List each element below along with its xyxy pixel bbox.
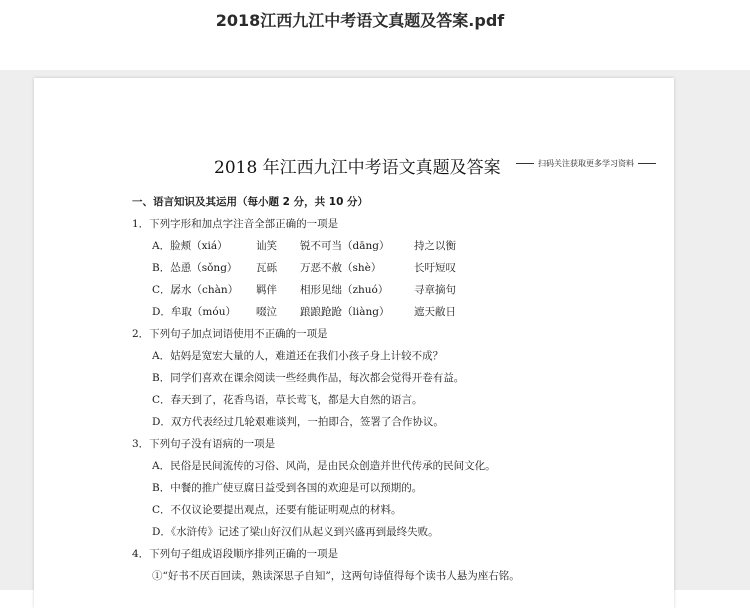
q3-option-a: A．民俗是民间流传的习俗、风尚，是由民众创造并世代传承的民间文化。: [152, 460, 496, 472]
q3-option-b: B．中餐的推广使豆腐日益受到各国的欢迎是可以预期的。: [152, 482, 423, 494]
q2-option-d: D．双方代表经过几轮艰难谈判，一拍即合，签署了合作协议。: [152, 416, 444, 428]
q3-option-d: D．《水浒传》记述了梁山好汉们从起义到兴盛再到最终失败。: [152, 526, 439, 538]
q2-option-b: B．同学们喜欢在课余阅读一些经典作品，每次都会觉得开卷有益。: [152, 372, 465, 384]
q3-option-c: C．不仅议论要提出观点，还要有能证明观点的材料。: [152, 504, 402, 516]
q1-row-a-col1: A．脸颊（xiá）: [152, 240, 228, 252]
q1-row-c-col1: C．孱水（chàn）: [152, 284, 239, 296]
pdf-page: [34, 78, 674, 608]
q1-row-b-col4: 长吁短叹: [414, 262, 456, 274]
q1-row-b-col3: 万恶不赦（shè）: [300, 262, 382, 274]
q1-row-b-col2: 瓦砾: [256, 262, 277, 274]
q1-row-a-col3: 锐不可当（dāng）: [300, 240, 390, 252]
question-2-stem: 2．下列句子加点词语使用不正确的一项是: [132, 328, 328, 340]
qr-note-text: 扫码关注获取更多学习资料: [538, 159, 634, 168]
question-3-stem: 3．下列句子没有语病的一项是: [132, 438, 276, 450]
q1-row-d-col1: D．牟取（móu）: [152, 306, 236, 318]
dash-right: [638, 163, 656, 164]
dash-left: [516, 163, 534, 164]
pdf-viewer[interactable]: [0, 70, 750, 590]
q1-row-d-col2: 啜泣: [256, 306, 277, 318]
q1-row-a-col2: 讪笑: [256, 240, 277, 252]
question-4-stem: 4．下列句子组成语段顺序排列正确的一项是: [132, 548, 339, 560]
document-title: 2018 年江西九江中考语文真题及答案: [214, 158, 501, 178]
q4-item-1: ①“好书不厌百回读，熟读深思子自知”，这两句诗值得每个读书人悬为座右铭。: [152, 570, 520, 582]
q1-row-d-col3: 踉踉跄跄（liàng）: [300, 306, 390, 318]
title-bar: [0, 0, 750, 70]
file-title: 2018江西九江中考语文真题及答案.pdf: [215, 11, 505, 30]
q1-row-c-col2: 羁伴: [256, 284, 277, 296]
q1-row-a-col4: 持之以衡: [414, 240, 456, 252]
q2-option-a: A．姑妈是宽宏大量的人，难道还在我们小孩子身上计较不成？: [152, 350, 444, 362]
q2-option-c: C．春天到了，花香鸟语，草长莺飞，都是大自然的语言。: [152, 394, 423, 406]
q1-row-d-col4: 遮天敝日: [414, 306, 456, 318]
q1-row-b-col1: B．怂恿（sǒng）: [152, 262, 238, 274]
q1-row-c-col3: 相形见绌（zhuó）: [300, 284, 389, 296]
question-1-stem: 1．下列字形和加点字注音全部正确的一项是: [132, 218, 339, 230]
q1-row-c-col4: 寻章摘句: [414, 284, 456, 296]
qr-note: [512, 158, 660, 169]
section-heading: 一、语言知识及其运用（每小题 2 分，共 10 分）: [132, 196, 369, 208]
